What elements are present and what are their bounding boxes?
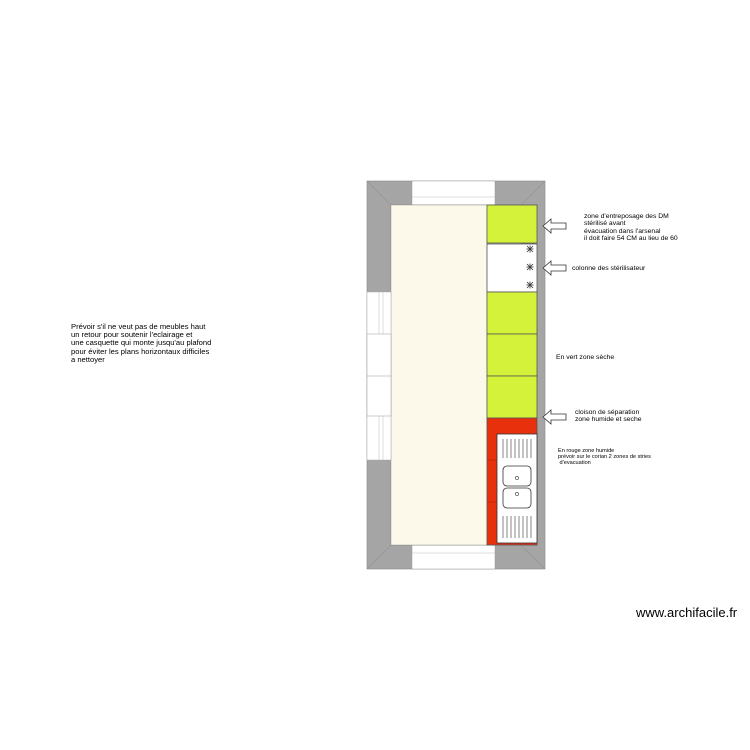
storage-cabinet	[487, 205, 537, 243]
left-arrow-icon	[543, 261, 566, 275]
bottom-window	[412, 545, 495, 569]
left-arrow-icon	[543, 219, 566, 233]
dry-cabinet-1	[487, 292, 537, 334]
dry-cabinet-3	[487, 376, 537, 418]
dry-cabinet-2	[487, 334, 537, 376]
watermark: www.archifacile.fr	[636, 605, 738, 620]
dry-zone-note: En vert zone sèche	[556, 354, 615, 361]
sterilizer-column-note: colonne des stérilisateur	[572, 265, 646, 272]
partition-note: cloison de séparation zone humide et seche	[575, 409, 642, 424]
wet-zone-note: En rouge zone humide prévoir sur le corian 2 zones de stries d'evacuation	[558, 448, 651, 466]
asterisk-icon	[527, 246, 534, 289]
storage-zone-note: zone d'entreposage des DM stérilisé avant évacuation dans l'arsenal il doit faire 54 CM au lieu de 60	[584, 213, 678, 243]
top-window	[412, 181, 495, 205]
double-sink-icon	[497, 434, 537, 543]
left-arrow-icon	[543, 410, 566, 424]
left-note: Prévoir s'il ne veut pas de meubles haut un retour pour soutenir l'eclairage et une casquette qui monte jusqu'au plafond pour éviter les plans horizontaux difficiles a nettoyer	[71, 322, 212, 364]
left-door-opening	[367, 334, 391, 416]
